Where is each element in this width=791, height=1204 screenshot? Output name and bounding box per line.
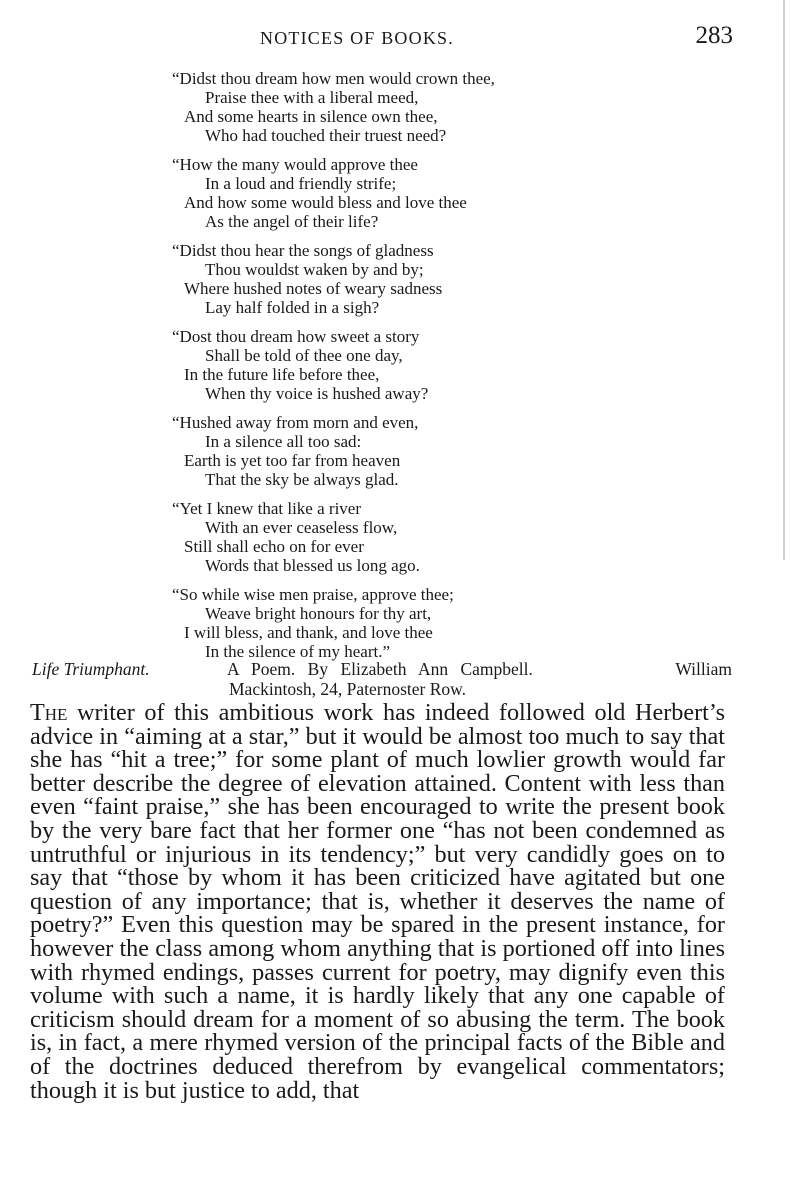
publisher-address: Mackintosh, 24, Paternoster Row. [229,679,467,699]
poem-line: Lay half folded in a sigh? [205,298,380,317]
poem-stanza [0,499,791,575]
poem-line: Still shall echo on for ever [184,537,364,556]
poem-stanza [0,413,791,489]
poem-line: Thou wouldst waken by and by; [205,260,424,279]
poem-stanza [0,69,791,145]
review-lead-word: The [30,699,68,726]
poem [0,69,791,671]
review-paragraph [30,701,725,1102]
poem-line: “Hushed away from morn and even, [172,413,419,432]
book-details: A Poem. By Elizabeth Ann Campbell. [227,659,533,679]
poem-stanza [0,155,791,231]
book-title: Life Triumphant. [32,659,150,679]
poem-line: In the future life before thee, [184,365,380,384]
page-number: 283 [695,22,733,49]
review-body: writer of this ambitious work has indeed followed old Herbert’s advice in “aiming at a star,” but it would be almost too much to say that she has “hit a tree;” for some plant of much lowlier growth would far better describe the degree of elevation attained. Content with less than even “faint praise,” she has been encouraged to write the present book by the very bare fact that her former one “has not been condemned as untruthful or injurious in its tendency;” but very candidly goes on to say that “those by whom it has been criticized have agitated but one question of any importance; that is, whether it deserves the name of poetry?” Even this question may be spared in the present instance, for however the class among whom anything that is portioned off into lines with rhymed endings, passes current for poetry, may dignify even this volume with such a name, it is hardly likely that any one capable of criticism should dream for a moment of so abusing the term. The book is, in fact, a mere rhymed version of the principal facts of the Bible and of the doctrines deduced therefrom by evangelical commentators; though it is but justice to add, that [30,699,725,1104]
poem-line: Shall be told of thee one day, [205,346,403,365]
poem-line: Where hushed notes of weary sadness [184,279,443,298]
publisher-name: William [675,659,732,679]
poem-line: That the sky be always glad. [205,470,399,489]
poem-line: Earth is yet too far from heaven [184,451,401,470]
poem-line: I will bless, and thank, and love thee [184,623,433,642]
poem-line: “Didst thou dream how men would crown thee, [172,69,495,88]
poem-line: In a silence all too sad: [205,432,362,451]
book-notice-heading [32,659,732,699]
review-text [30,701,725,1102]
poem-line: Words that blessed us long ago. [205,556,420,575]
poem-line: “So while wise men praise, approve thee; [172,585,454,604]
poem-stanza [0,585,791,661]
poem-line: As the angel of their life? [205,212,379,231]
poem-line: And how some would bless and love thee [184,193,467,212]
running-head-title: NOTICES OF BOOKS. [260,28,454,48]
poem-line: “Dost thou dream how sweet a story [172,327,420,346]
poem-line: In a loud and friendly strife; [205,174,397,193]
poem-line: In the silence of my heart.” [205,642,391,661]
poem-line: Who had touched their truest need? [205,126,447,145]
poem-stanza [0,327,791,403]
poem-line: “Didst thou hear the songs of gladness [172,241,434,260]
poem-line: “Yet I knew that like a river [172,499,361,518]
poem-stanza [0,241,791,317]
poem-line: When thy voice is hushed away? [205,384,429,403]
poem-line: “How the many would approve thee [172,155,418,174]
poem-line: Praise thee with a liberal meed, [205,88,419,107]
poem-line: And some hearts in silence own thee, [184,107,438,126]
running-head [0,22,791,52]
notice-heading-line [32,659,732,679]
poem-line: With an ever ceaseless flow, [205,518,398,537]
poem-line: Weave bright honours for thy art, [205,604,432,623]
